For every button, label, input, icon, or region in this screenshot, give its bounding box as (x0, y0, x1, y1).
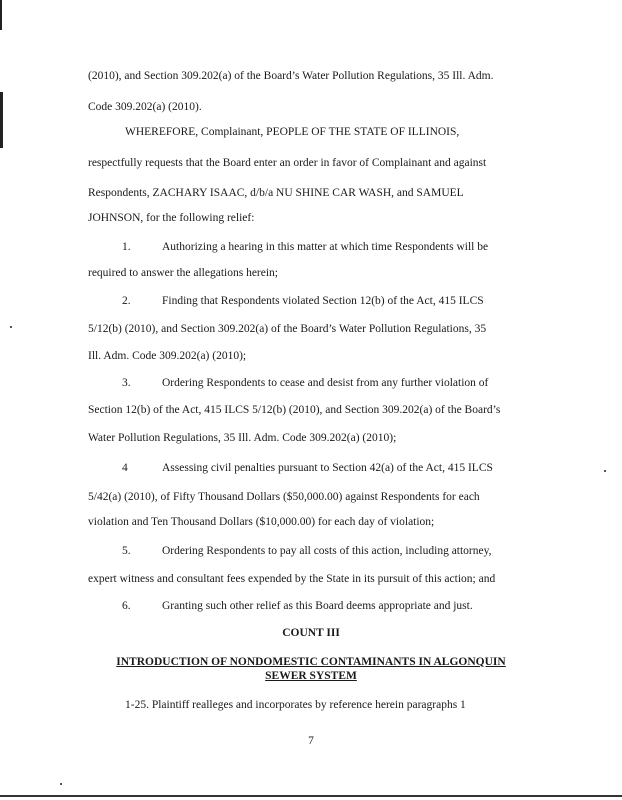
relief-item-number: 2. (122, 295, 131, 307)
continuation-line: (2010), and Section 309.202(a) of the Board’s Water Pollution Regulations, 35 Ill. Adm. (88, 70, 494, 82)
relief-item-text: 5/12(b) (2010), and Section 309.202(a) of the Board’s Water Pollution Regulations, 35 (88, 323, 487, 335)
realleges-paragraph: 1-25. Plaintiff realleges and incorporates by reference herein paragraphs 1 (125, 699, 466, 711)
relief-item-number: 6. (122, 600, 131, 612)
relief-item-number: 3. (122, 377, 131, 389)
scan-speck (604, 470, 606, 472)
relief-item-number: 4 (122, 462, 128, 474)
section-heading: SEWER SYSTEM (265, 670, 357, 682)
scan-edge-mark (0, 92, 3, 148)
relief-item-number: 1. (122, 241, 131, 253)
scan-edge-mark (0, 0, 2, 30)
relief-item-text: Ordering Respondents to cease and desist from any further violation of (162, 377, 489, 389)
relief-item-text: Ordering Respondents to pay all costs of this action, including attorney, (162, 545, 492, 557)
scan-speck (10, 326, 12, 328)
wherefore-paragraph: Respondents, ZACHARY ISAAC, d/b/a NU SHINE CAR WASH, and SAMUEL (88, 187, 464, 199)
relief-item-text: 5/42(a) (2010), of Fifty Thousand Dollars ($50,000.00) against Respondents for each (88, 491, 480, 503)
relief-item-text: Water Pollution Regulations, 35 Ill. Adm. Code 309.202(a) (2010); (88, 432, 397, 444)
relief-item-text: violation and Ten Thousand Dollars ($10,000.00) for each day of violation; (88, 516, 435, 528)
relief-item-text: required to answer the allegations herein; (88, 267, 278, 279)
relief-item-text: Section 12(b) of the Act, 415 ILCS 5/12(b) (2010), and Section 309.202(a) of the Board’s (88, 404, 501, 416)
scan-speck (60, 783, 62, 785)
page-number: 7 (308, 735, 314, 747)
section-heading: INTRODUCTION OF NONDOMESTIC CONTAMINANTS IN ALGONQUIN (116, 656, 506, 668)
relief-item-text: Ill. Adm. Code 309.202(a) (2010); (88, 350, 247, 362)
relief-item-text: Authorizing a hearing in this matter at which time Respondents will be (162, 241, 489, 253)
scan-bottom-rule (0, 795, 622, 797)
wherefore-paragraph: WHEREFORE, Complainant, PEOPLE OF THE STATE OF ILLINOIS, (125, 126, 460, 138)
relief-item-number: 5. (122, 545, 131, 557)
wherefore-paragraph: JOHNSON, for the following relief: (88, 212, 255, 224)
relief-item-text: Finding that Respondents violated Section 12(b) of the Act, 415 ILCS (162, 295, 484, 307)
continuation-line: Code 309.202(a) (2010). (88, 101, 202, 113)
relief-item-text: Assessing civil penalties pursuant to Section 42(a) of the Act, 415 ILCS (162, 462, 493, 474)
count-heading: COUNT III (282, 627, 340, 639)
relief-item-text: expert witness and consultant fees expended by the State in its pursuit of this action; and (88, 573, 496, 585)
relief-item-text: Granting such other relief as this Board deems appropriate and just. (162, 600, 473, 612)
wherefore-paragraph: respectfully requests that the Board enter an order in favor of Complainant and against (88, 157, 487, 169)
